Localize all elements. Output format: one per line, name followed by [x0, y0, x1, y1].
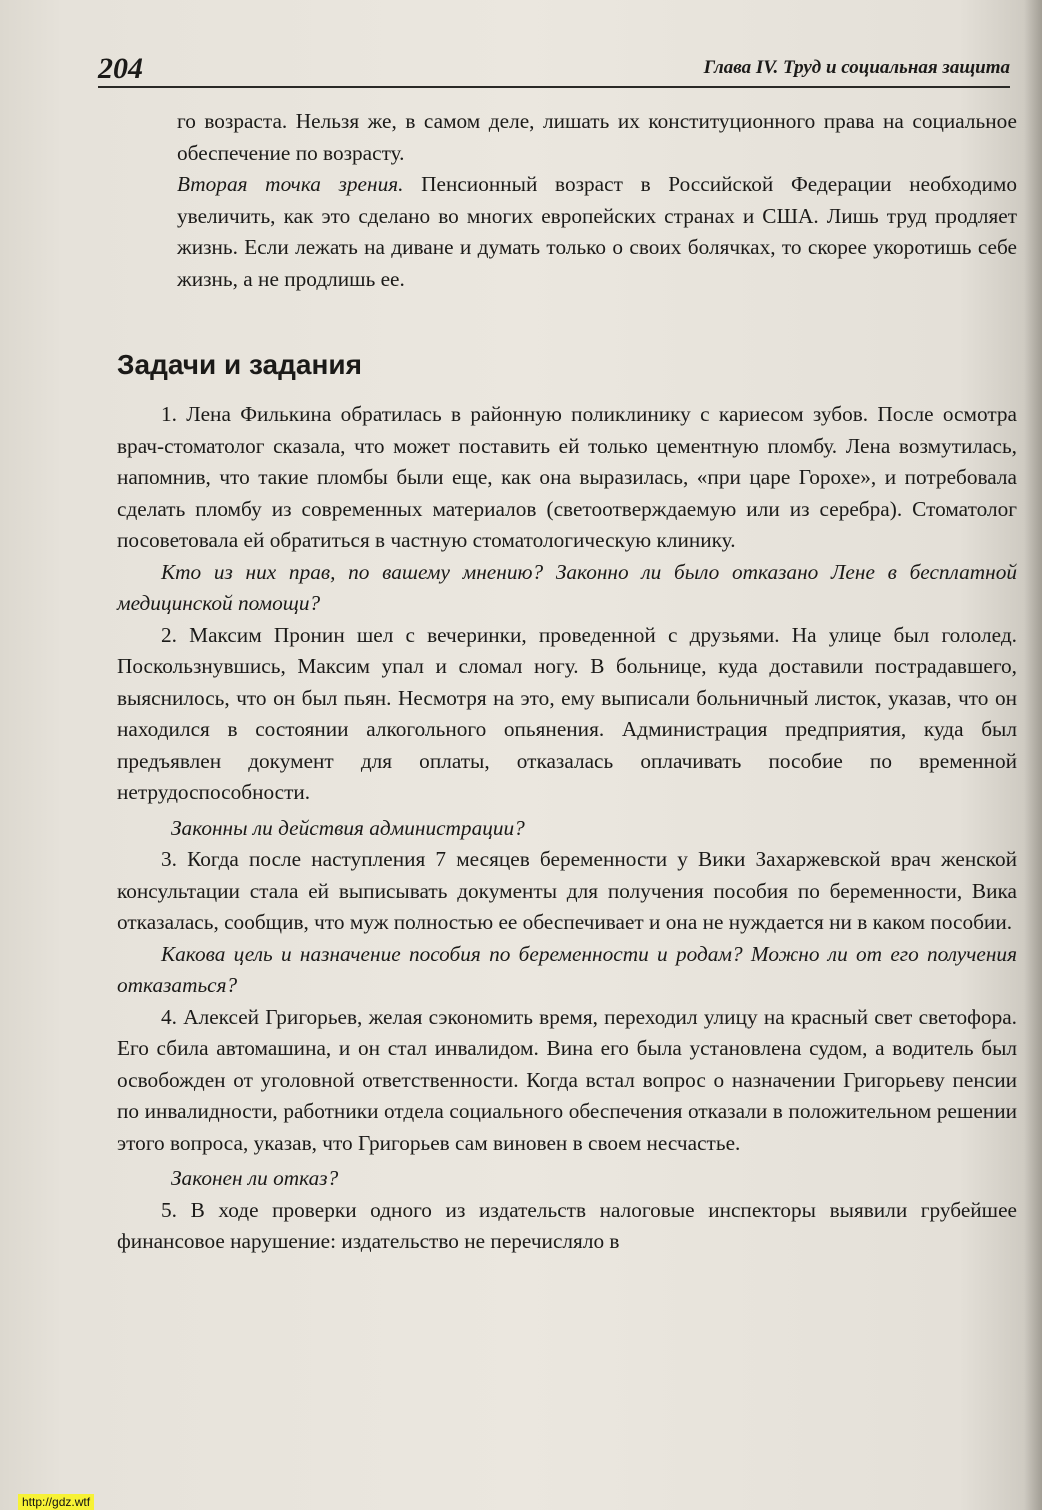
- second-view-label: Вторая точка зрения.: [177, 172, 404, 196]
- intro-block: [117, 106, 1017, 295]
- second-view-text: Пенсионный возраст в Российской Федерации необходимо увеличить, как это сделано во многих европейских странах и США. Лишь труд продляет жизнь. Если лежать на диване и думать только о своих болячках, то скорее укоротишь себе жизнь, а не продлишь ее.: [177, 172, 1017, 291]
- page-header: [98, 46, 1010, 88]
- section-title: Задачи и задания: [117, 349, 362, 380]
- page-number: 204: [98, 52, 143, 85]
- task-2-text: 2. Максим Пронин шел с вечеринки, проведенной с друзьями. На улице был гололед. Поскользнувшись, Максим упал и сломал ногу. В больнице, куда доставили пострадавшего, выяснилось, что он был пьян. Несмотря на это, ему выписали больничный листок, указав, что он находился в состоянии алкогольного опьянения. Администрация предприятия, куда был предъявлен документ для оплаты, отказалась оплачивать пособие по временной нетрудоспособности.: [117, 622, 1017, 804]
- task-1-text: 1. Лена Филькина обратилась в районную поликлинику с кариесом зубов. После осмотра врач-стоматолог сказала, что может поставить ей только цементную пломбу. Лена возмутилась, напомнив, что такие пломбы были еще, как она выразилась, «при царе Горохе», и потребовала сделать пломбу из современных материалов (светоотверждаемую или из серебра). Стоматолог посоветовала ей обратиться в частную стоматологическую клинику.: [117, 402, 1017, 552]
- task-4-text: 4. Алексей Григорьев, желая сэкономить время, переходил улицу на красный свет светофора. Его сбила автомашина, и он стал инвалидом. Вина его была установлена судом, а водитель был освобожден от уголовной ответственности. Когда встал вопрос о назначении Григорьеву пенсии по инвалидности, работники отдела социального обеспечения отказали в положительном решении этого вопроса, указав, что Григорьев сам виновен в своем несчастье.: [117, 1004, 1017, 1155]
- running-head: Глава IV. Труд и социальная защита: [703, 57, 1010, 78]
- task-3-question: Какова цель и назначение пособия по беременности и родам? Можно ли от его получения отказаться?: [117, 941, 1017, 997]
- second-view-paragraph: [177, 169, 1017, 295]
- task-4-question: Законен ли отказ?: [171, 1166, 339, 1190]
- task-1-question: Кто из них прав, по вашему мнению? Законно ли было отказано Лене в бесплатной медицинской помощи?: [117, 559, 1017, 615]
- task-2-question: Законны ли действия администрации?: [171, 815, 525, 840]
- watermark-link[interactable]: http://gdz.wtf: [18, 1494, 94, 1510]
- task-5-text: 5. В ходе проверки одного из издательств налоговые инспекторы выявили грубейшее финансовое нарушение: издательство не перечисляло в: [117, 1197, 1017, 1253]
- page-content: [117, 106, 1017, 1258]
- intro-paragraph: го возраста. Нельзя же, в самом деле, лишать их конституционного права на социальное обеспечение по возрасту.: [177, 109, 1017, 165]
- page-edge-shadow: [1024, 0, 1042, 1510]
- task-3-text: 3. Когда после наступления 7 месяцев беременности у Вики Захаржевской врач женской консультации стала ей выписывать документы для получения пособия по беременности, Вика отказалась, сообщив, что муж полностью ее обеспечивает и она не нуждается ни в каком пособии.: [117, 847, 1017, 934]
